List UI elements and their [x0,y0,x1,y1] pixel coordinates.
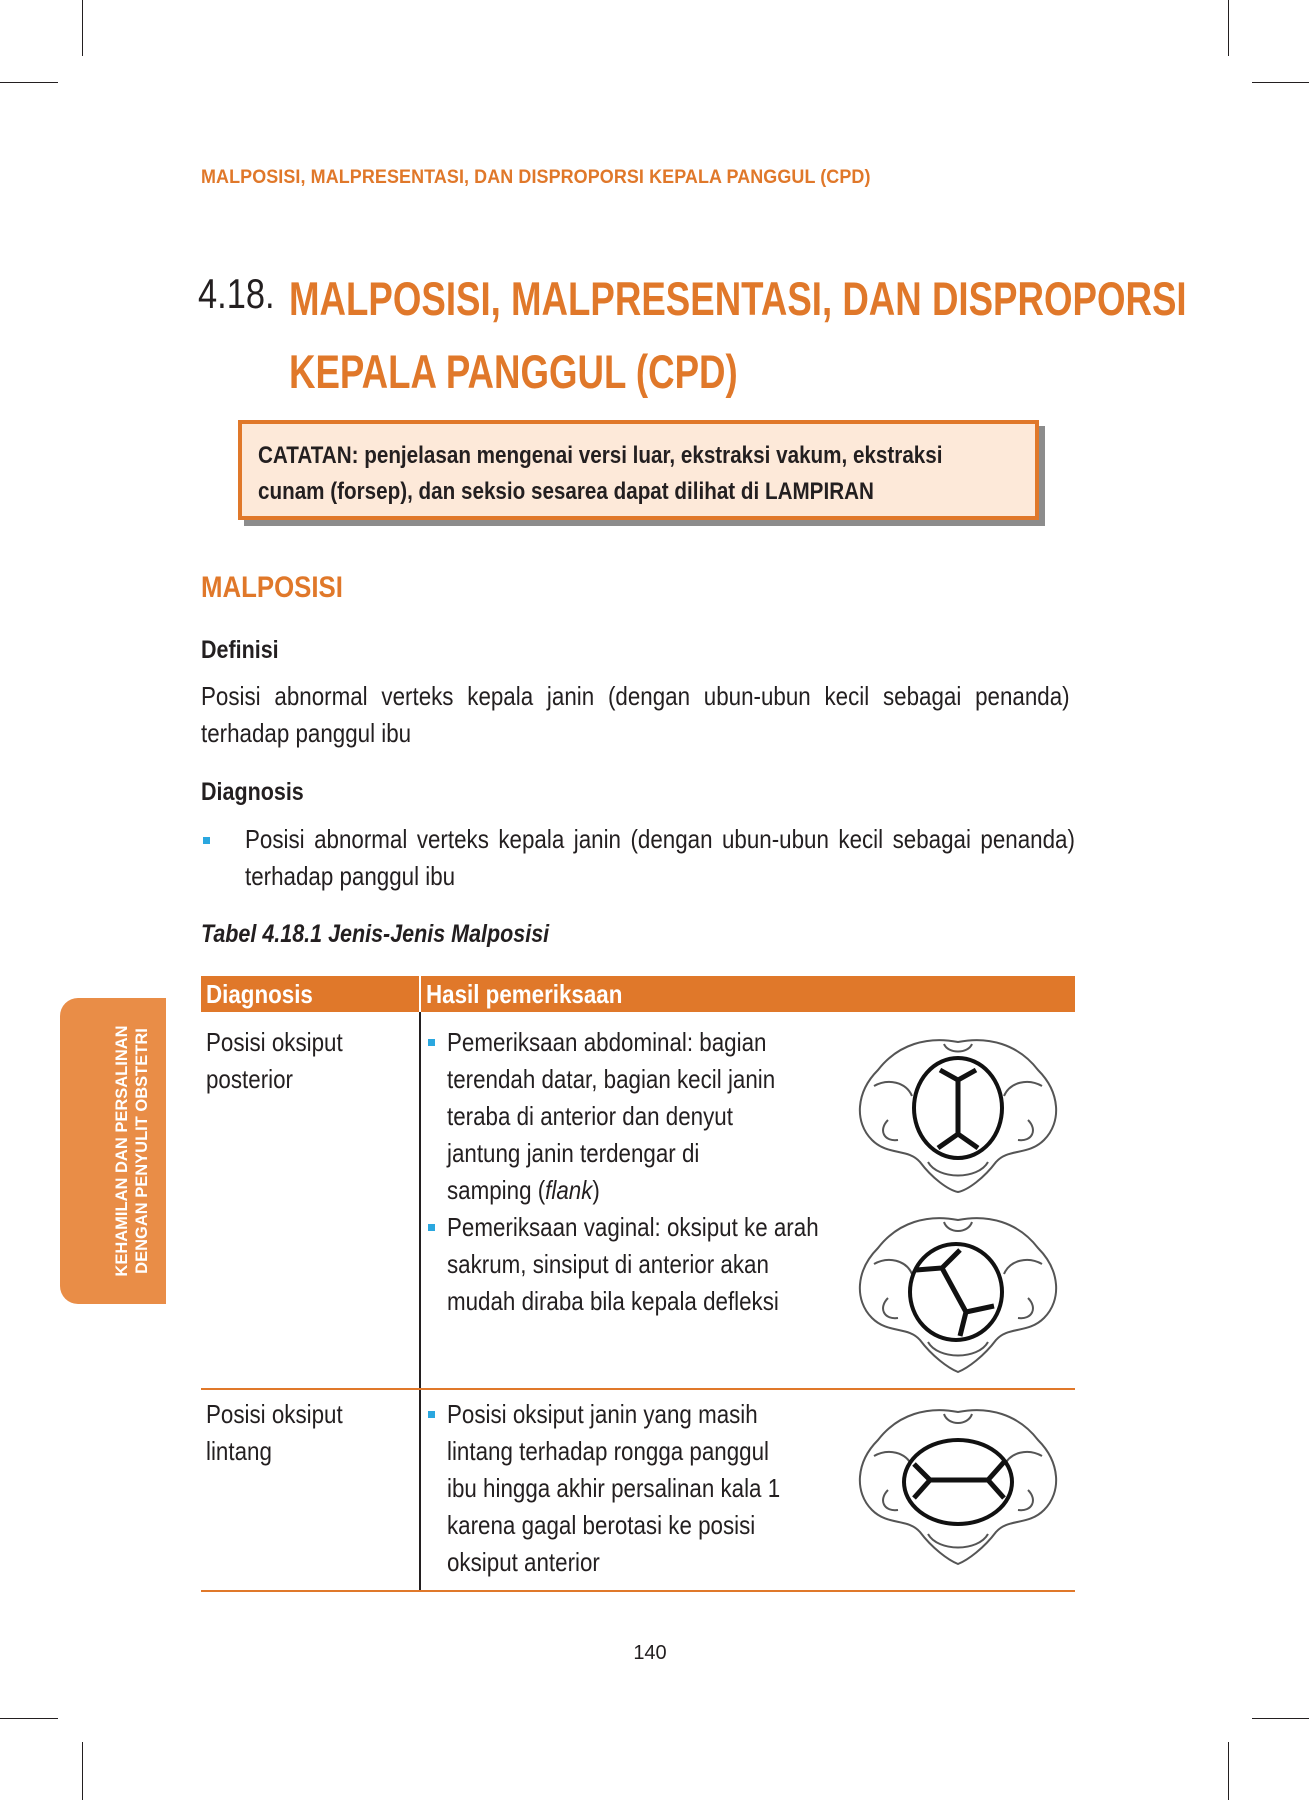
finding-line: karena gagal berotasi ke posisi [447,1510,756,1540]
crop-mark [0,1718,58,1719]
finding-line: oksiput anterior [447,1547,600,1577]
diagnosis-bullet: Posisi abnormal verteks kepala janin (dengan ubun-ubun kecil sebagai penanda) terhadap panggul ibu [245,824,1075,891]
crop-mark [82,0,83,56]
diagnosis-line: Posisi oksiput [206,1399,343,1429]
pelvis-occiput-posterior-icon [848,1030,1068,1198]
header-findings: Hasil pemeriksaan [426,979,623,1009]
table-row-diagnosis [206,1396,343,1470]
note-text [258,438,998,510]
table-header [201,976,1075,1012]
note-line1: penjelasan mengenai versi luar, ekstraksi vakum, ekstraksi [364,442,943,469]
crop-mark [1252,82,1309,83]
finding-line: ibu hingga akhir persalinan kala 1 [447,1473,781,1503]
finding-line: sakrum, sinsiput di anterior akan [447,1249,769,1279]
finding-line [447,1172,775,1209]
finding-line-italic: flank [545,1175,593,1205]
table-row-diagnosis [206,1024,343,1098]
diagnosis-heading: Diagnosis [201,778,304,806]
definisi-heading: Definisi [201,636,279,664]
crop-mark [0,82,58,83]
section-heading: MALPOSISI [201,571,343,604]
finding-line: Pemeriksaan vaginal: oksiput ke arah [447,1212,819,1242]
finding-vaginal [447,1209,819,1320]
bullet-square-icon [428,1039,435,1046]
crop-mark [1228,1742,1229,1800]
finding-transverse [447,1396,780,1581]
chapter-title-line2: KEPALA PANGGUL (CPD) [289,345,738,398]
page-number: 140 [633,1642,667,1664]
finding-line: lintang terhadap rongga panggul [447,1436,770,1466]
header-divider [419,976,421,1012]
note-line2: cunam (forsep), dan seksio sesarea dapat dilihat di LAMPIRAN [258,478,874,505]
finding-line-prefix: samping ( [447,1175,546,1205]
crop-mark [1252,1718,1309,1719]
crop-mark [82,1742,83,1800]
finding-line: teraba di anterior dan denyut [447,1101,733,1131]
pelvis-occiput-posterior-vaginal-icon [848,1208,1068,1378]
finding-line-suffix: ) [592,1175,600,1205]
diagnosis-line: Posisi oksiput [206,1027,343,1057]
table-bottom-rule [201,1590,1075,1592]
diagnosis-line: posterior [206,1064,293,1094]
side-tab-text [60,1006,166,1296]
finding-line: jantung janin terdengar di [447,1138,700,1168]
finding-line: Pemeriksaan abdominal: bagian [447,1027,767,1057]
finding-line: terendah datar, bagian kecil janin [447,1064,776,1094]
note-label: CATATAN: [258,442,359,469]
header-diagnosis: Diagnosis [206,979,313,1009]
chapter-title-text [289,262,1187,408]
pelvis-occiput-transverse-icon [848,1400,1068,1570]
finding-abdominal [447,1024,775,1209]
note-box [238,420,1039,520]
chapter-title-line1: MALPOSISI, MALPRESENTASI, DAN DISPROPORSI [289,272,1187,325]
row-divider [201,1388,1075,1390]
finding-line: Posisi oksiput janin yang masih [447,1399,758,1429]
table-caption: Tabel 4.18.1 Jenis-Jenis Malposisi [201,920,550,948]
diagnosis-line: lintang [206,1436,272,1466]
side-tab-line2: DENGAN PENYULIT OBSTETRI [133,1028,151,1274]
definisi-text: Posisi abnormal verteks kepala janin (dengan ubun-ubun kecil sebagai penanda) terhadap panggul ibu [201,681,1070,748]
side-tab-line1: KEHAMILAN DAN PERSALINAN [113,1025,131,1277]
finding-line: mudah diraba bila kepala defleksi [447,1286,779,1316]
crop-mark [1228,0,1229,56]
column-divider [419,1012,421,1592]
running-header: MALPOSISI, MALPRESENTASI, DAN DISPROPORSI KEPALA PANGGUL (CPD) [201,166,871,188]
bullet-square-icon [428,1411,435,1418]
bullet-square-icon [428,1224,435,1231]
chapter-number: 4.18. [198,270,275,317]
bullet-square-icon [203,837,210,844]
